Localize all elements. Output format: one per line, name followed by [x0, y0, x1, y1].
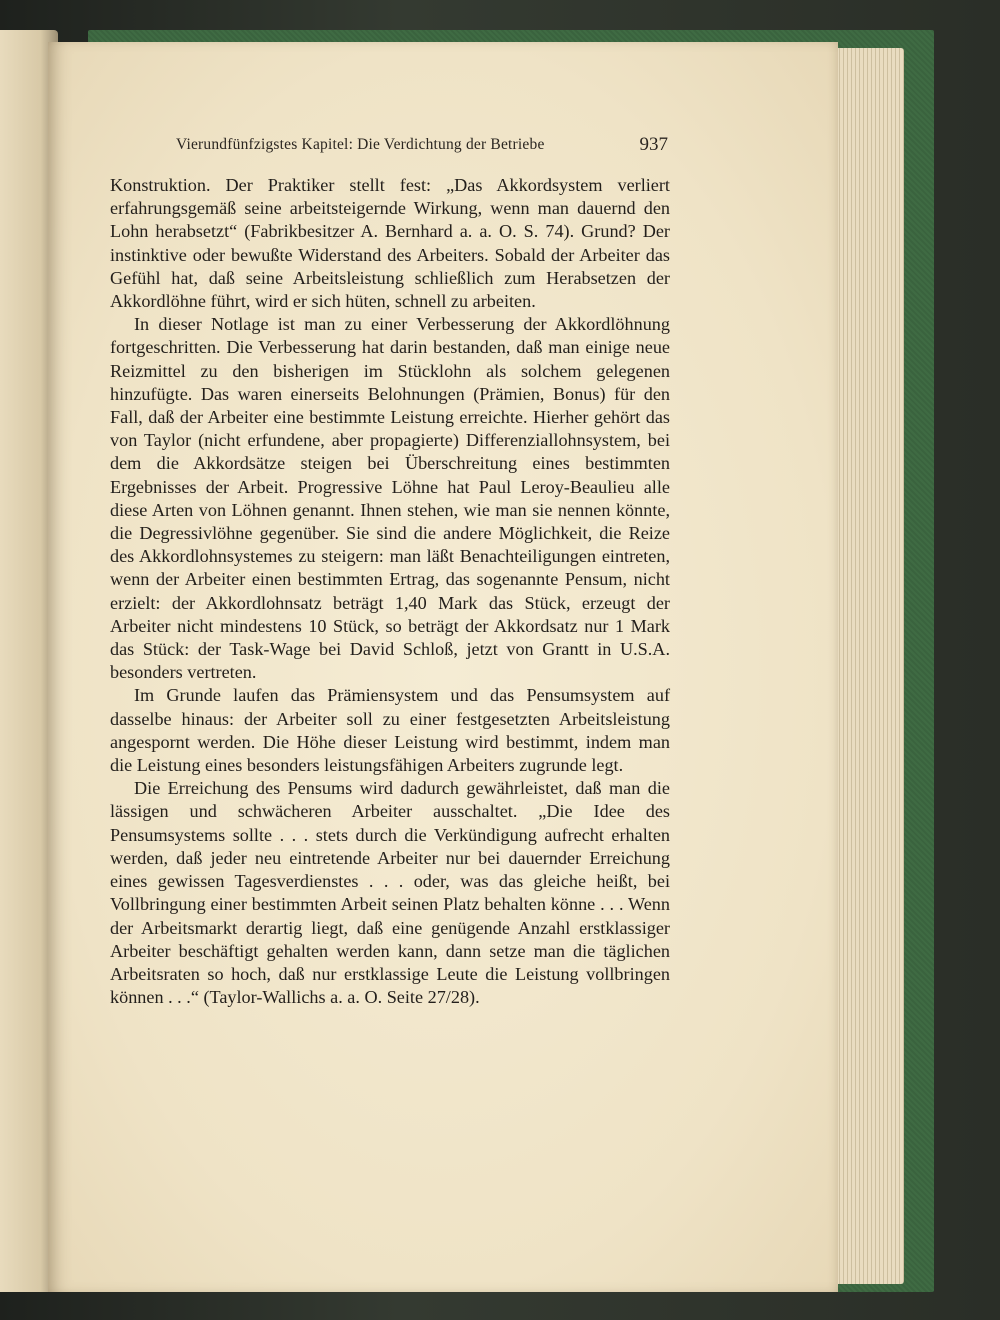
paragraph: In dieser Notlage ist man zu einer Verbesserung der Akkordlöhnung fortgeschritten. Die Verbesserung hat darin bestanden, daß man einige neue Reizmittel zu den bisherigen im Stücklohn als solchem gelegenen hinzufügte. Das waren einerseits Belohnungen (Prämien, Bonus) für den Fall, daß der Arbeiter eine bestimmte Leistung erreichte. Hierher gehört das von Taylor (nicht erfundene, aber propagierte) Differenziallohnsystem, bei dem die Akkordsätze steigen bei Überschreitung eines bestimmten Ergebnisses der Arbeit. Progressive Löhne hat Paul Leroy-Beaulieu alle diese Arten von Löhnen genannt. Ihnen stehen, wie man sie nennen könnte, die Degressivlöhne gegenüber. Sie sind die andere Möglichkeit, die Reize des Akkordlohnsystemes zu steigern: man läßt Benachteiligungen eintreten, wenn der Arbeiter einen bestimmten Ertrag, das sogenannte Pensum, nicht erzielt: der Akkordlohnsatz beträgt 1,40 Mark das Stück, erzeugt der Arbeiter nicht mindestens 10 Stück, so beträgt der Akkordsatz nur 1 Mark das Stück: der Task-Wage bei David Schloß, jetzt von Grantt in U.S.A. besonders vertreten. — [110, 314, 670, 683]
paragraph: Im Grunde laufen das Prämiensystem und das Pensumsystem auf dasselbe hinaus: der Arbeiter soll zu einer festgesetzten Arbeitsleistung angespornt werden. Die Höhe dieser Leistung wird bestimmt, indem man die Leistung eines besonders leistungsfähigen Arbeiters zugrunde legt. — [110, 685, 670, 776]
paragraph: Die Erreichung des Pensums wird dadurch gewährleistet, daß man die lässigen und schwächeren Arbeiter ausschaltet. „Die Idee des Pensumsystems sollte . . . stets durch die Verkündigung aufrecht erhalten werden, daß jeder neu eintretende Arbeiter nur bei dauernder Erreichung eines gewissen Tagesverdienstes . . . oder, was das gleiche heißt, bei Vollbringung einer bestimmten Arbeit seinen Platz behalten könne . . . Wenn der Arbeitsmarkt derartig liegt, daß eine genügende Anzahl erstklassiger Arbeiter beschäftigt gehalten werden kann, dann setze man die täglichen Arbeitsraten so hoch, daß nur erstklassige Leute die Leistung vollbringen können . . .“ (Taylor-Wallichs a. a. O. Seite 27/28). — [110, 778, 670, 1008]
page-number: 937 — [639, 134, 668, 155]
running-header-title: Vierundfünfzigstes Kapitel: Die Verdichtung der Betriebe — [176, 136, 545, 153]
page-edges — [828, 48, 904, 1284]
running-header — [172, 134, 672, 160]
paragraph: Konstruktion. Der Praktiker stellt fest: „Das Akkordsystem verliert erfahrungsgemäß seine arbeitsteigernde Wirkung, wenn man dauernd den Lohn herabsetzt“ (Fabrikbesitzer A. Bernhard a. a. O. S. 74). Grund? Der instinktive oder bewußte Widerstand des Arbeiters. Sobald der Arbeiter das Gefühl hat, daß seine Arbeitsleistung schließlich zum Herabsetzen der Akkordlöhne führt, wird er sich hüten, schnell zu arbeiten. — [110, 175, 670, 312]
body-text — [110, 174, 670, 1009]
